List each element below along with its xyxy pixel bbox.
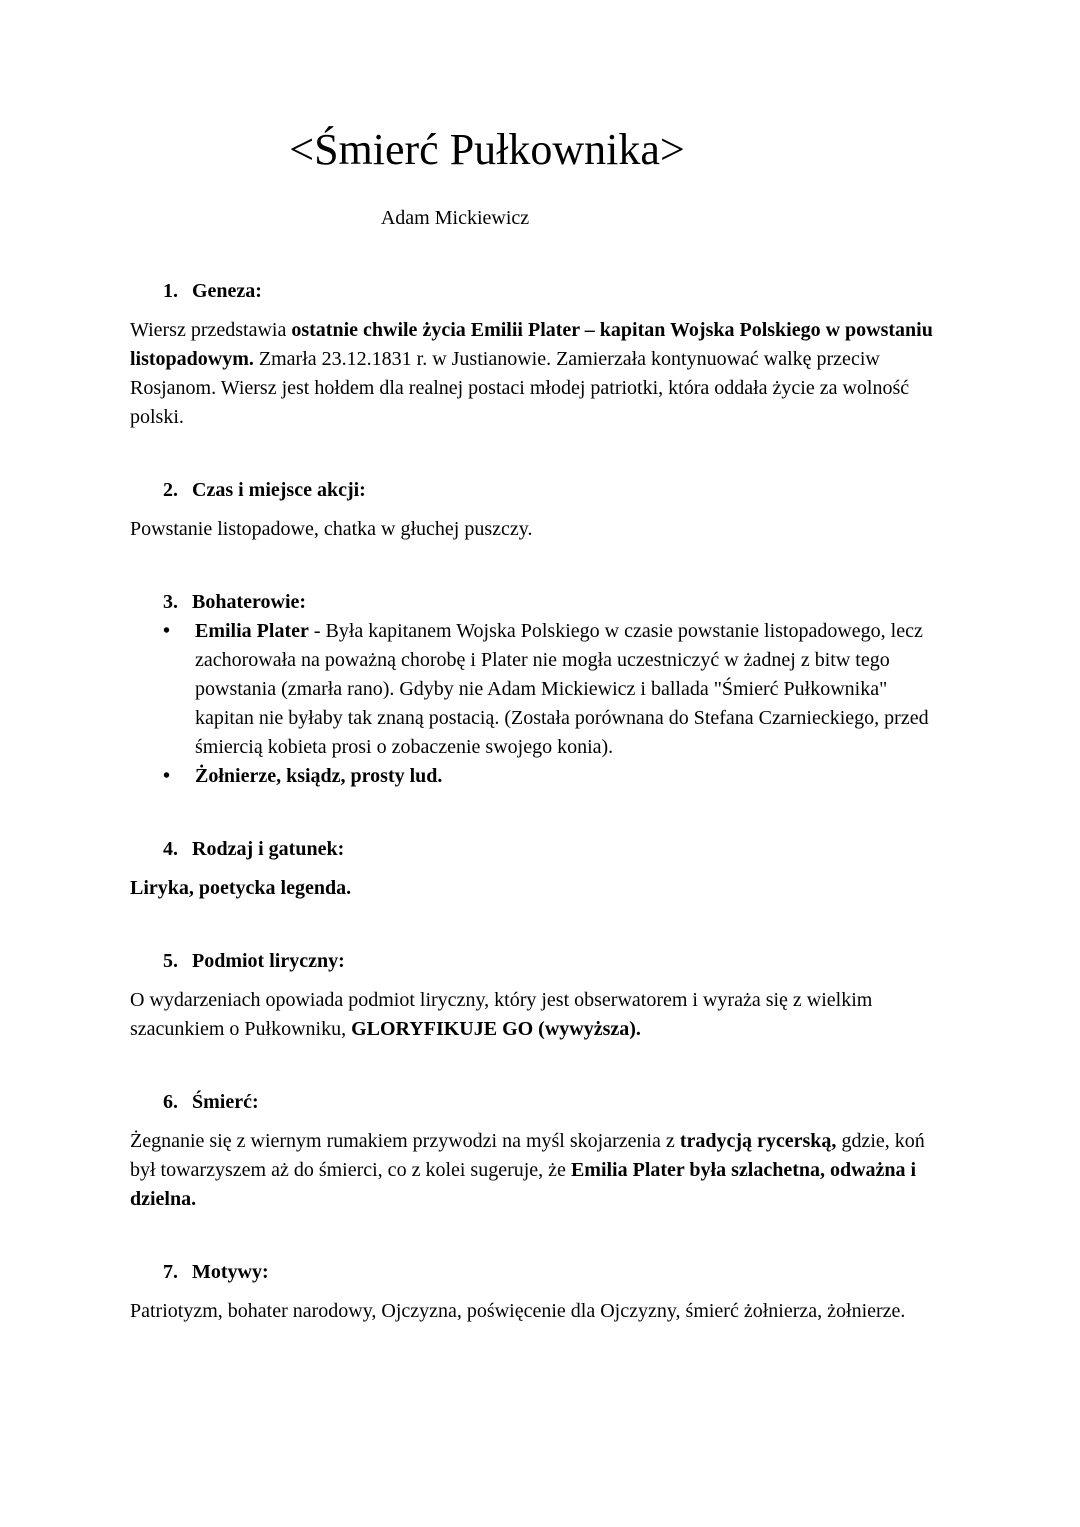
text-run: Patriotyzm, bohater narodowy, Ojczyzna, poświęcenie dla Ojczyzny, śmierć żołnierza, żołnierze. (130, 1300, 906, 1322)
paragraph (130, 874, 950, 903)
section-bohaterowie (130, 588, 950, 791)
document-author: Adam Mickiewicz (380, 207, 530, 229)
section-czas-i-miejsce (130, 476, 950, 544)
text-run: Emilia Plater była szlachetna, odważna i dzielna. (130, 1159, 917, 1210)
paragraph (130, 1127, 950, 1214)
bullet-text (195, 765, 442, 787)
paragraph (130, 515, 950, 544)
section-heading (130, 1088, 950, 1117)
paragraph (130, 316, 950, 432)
section-rodzaj-i-gatunek (130, 835, 950, 903)
text-run: O wydarzeniach opowiada podmiot liryczny, który jest obserwatorem i wyraża się z wielkim szacunkiem o Pułkowniku, (130, 989, 873, 1040)
text-run: ostatnie chwile życia Emilii Plater – kapitan Wojska Polskiego w powstaniu listopadowym. (130, 319, 933, 370)
section-number: 7. (163, 1261, 178, 1283)
section-number: 5. (163, 950, 178, 972)
author-wrap (130, 204, 780, 233)
text-run: GLORYFIKUJE GO (wywyższa). (351, 1018, 641, 1040)
section-heading-text: Czas i miejsce akcji: (192, 479, 366, 501)
text-run: Liryka, poetycka legenda. (130, 877, 352, 899)
section-smierc (130, 1088, 950, 1214)
bullet-icon: • (163, 620, 171, 642)
bullet-text (195, 620, 929, 758)
section-heading-text: Rodzaj i gatunek: (192, 838, 345, 860)
section-heading (130, 277, 950, 306)
document-title: <Śmierć Pułkownika> (289, 125, 685, 174)
section-heading (130, 947, 950, 976)
section-heading (130, 476, 950, 505)
text-run: gdzie, koń był towarzyszem aż do śmierci, co z kolei sugeruje, że (130, 1130, 925, 1181)
text-run: Zmarła 23.12.1831 r. w Justianowie. Zamierzała kontynuować walkę przeciw Rosjanom. Wiersz jest hołdem dla realnej postaci młodej patriotki, która oddała życie za wolność polski. (130, 348, 910, 428)
section-heading (130, 588, 950, 617)
text-run: Emilia Plater (195, 620, 309, 642)
section-heading (130, 835, 950, 864)
text-run: tradycją rycerską, (679, 1130, 837, 1152)
bullet-item (130, 617, 950, 762)
paragraph (130, 986, 950, 1044)
section-heading-text: Motywy: (192, 1261, 269, 1283)
text-run: - Była kapitanem Wojska Polskiego w czasie powstanie listopadowego, lecz zachorowała na poważną chorobę i Plater nie mogła uczestniczyć w żadnej z bitw tego powstania (zmarła rano). Gdyby nie Adam Mickiewicz i ballada "Śmierć Pułkownika" kapitan nie byłaby tak znaną postacią. (Została porównana do Stefana Czarnieckiego, przed śmiercią kobieta prosi o zobaczenie swojego konia). (195, 620, 929, 758)
section-geneza (130, 277, 950, 432)
section-podmiot-liryczny (130, 947, 950, 1044)
section-number: 2. (163, 479, 178, 501)
text-run: Powstanie listopadowe, chatka w głuchej puszczy. (130, 518, 533, 540)
section-heading-text: Podmiot liryczny: (192, 950, 345, 972)
bullet-icon: • (163, 765, 171, 787)
section-number: 3. (163, 591, 178, 613)
section-heading (130, 1258, 950, 1287)
text-run: Wiersz przedstawia (130, 319, 292, 341)
section-number: 6. (163, 1091, 178, 1113)
section-heading-text: Bohaterowie: (192, 591, 307, 613)
section-heading-text: Geneza: (192, 280, 262, 302)
section-number: 4. (163, 838, 178, 860)
section-number: 1. (163, 280, 178, 302)
text-run: Żegnanie się z wiernym rumakiem przywodzi na myśl skojarzenia z (130, 1130, 680, 1152)
text-run: Żołnierze, ksiądz, prosty lud. (195, 765, 443, 787)
title-wrap (130, 124, 844, 176)
bullet-item (130, 762, 950, 791)
paragraph (130, 1297, 950, 1326)
section-heading-text: Śmierć: (192, 1091, 259, 1113)
section-motywy (130, 1258, 950, 1326)
